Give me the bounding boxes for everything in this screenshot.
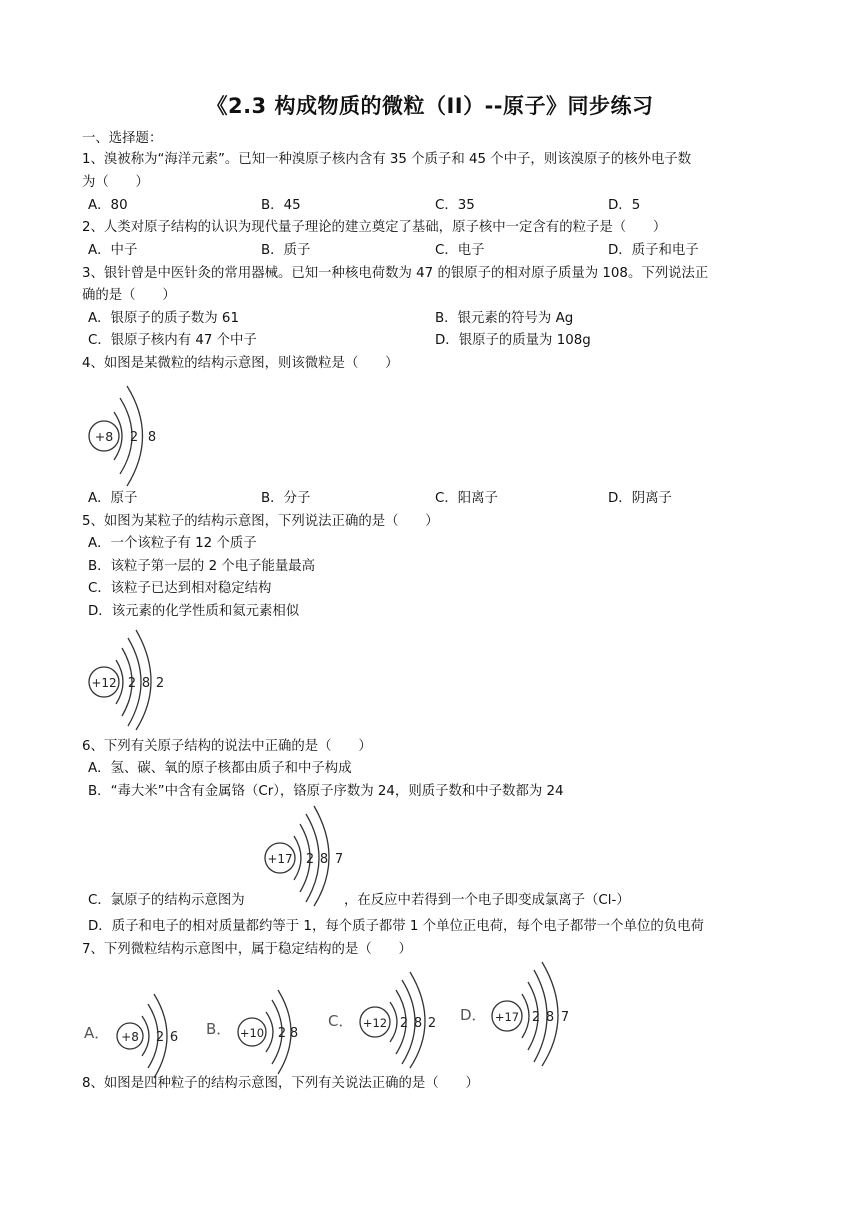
shell-electrons-2: 8 [147,430,157,445]
q7-option-c-diagram [358,972,448,1068]
shell-electrons-1: 2 [155,1030,165,1045]
q2-option-b: B．质子 [261,243,311,258]
section-heading: 一、选择题： [82,131,163,146]
shell-electrons-1: 2 [127,676,137,691]
q3-stem-line2: 确的是（ ） [82,288,176,303]
q1-option-d: D．5 [608,198,641,213]
q3-option-c: C．银原子核内有 47 个中子 [88,333,257,348]
shell-electrons-1: 2 [399,1016,409,1031]
q5-option-a: A．一个该粒子有 12 个质子 [88,536,257,551]
shell-electrons-2: 8 [141,676,151,691]
shell-electrons-1: 2 [531,1010,541,1025]
q1-option-c: C．35 [435,198,475,213]
q7-option-d-diagram [490,962,580,1066]
shell-electrons-1: 2 [305,852,315,867]
q5-stem: 5、如图为某粒子的结构示意图，下列说法正确的是（ ） [82,514,439,529]
shell-arc-1 [266,1012,273,1052]
shell-electrons-2: 6 [169,1030,179,1045]
q2-option-c: C．电子 [435,243,485,258]
q7-option-c-letter: C． [328,1012,354,1030]
nucleus-charge: +12 [91,676,117,690]
q8-stem: 8、如图是四种粒子的结构示意图，下列有关说法正确的是（ ） [82,1076,479,1091]
q7-option-b-letter: B． [206,1020,232,1038]
q6-option-b: B．“毒大米”中含有金属铬（Cr），铬原子序数为 24，则质子数和中子数都为 24 [88,784,564,799]
q5-option-c: C．该粒子已达到相对稳定结构 [88,581,272,596]
shell-electrons-2: 8 [545,1010,555,1025]
nucleus-charge: +8 [94,429,114,444]
shell-arc-1 [114,412,122,460]
nucleus-charge: +17 [494,1010,520,1024]
nucleus-charge: +10 [239,1026,265,1040]
shell-electrons-3: 7 [560,1010,570,1025]
q3-option-d: D．银原子的质量为 108g [435,333,591,348]
shell-arc-1 [522,994,529,1038]
shell-electrons-2: 8 [319,852,329,867]
q4-option-b: B．分子 [261,491,311,506]
q7-option-a-diagram [114,992,194,1080]
q1-stem-line2: 为（ ） [82,175,149,190]
shell-arc-1 [390,1002,397,1042]
q6-chlorine-diagram [262,806,354,906]
nucleus-charge: +8 [121,1030,139,1044]
nucleus-charge: +12 [362,1016,388,1030]
q4-atom-diagram [86,382,166,492]
q1-option-b: B．45 [261,198,301,213]
q5-option-b: B．该粒子第一层的 2 个电子能量最高 [88,559,316,574]
q6-option-c-part2: ，在反应中若得到一个电子即变成氯离子（Cl-） [344,893,630,908]
q5-atom-diagram [86,630,176,730]
q1-option-a: A．80 [88,198,128,213]
q2-option-d: D．质子和电子 [608,243,699,258]
q1-stem-line1: 1、溴被称为“海洋元素”。已知一种溴原子核内含有 35 个质子和 45 个中子，则该溴原子的核外电子数 [82,152,692,167]
shell-electrons-1: 2 [277,1026,287,1041]
q6-option-c-part1: C．氯原子的结构示意图为 [88,893,245,908]
q4-stem: 4、如图是某微粒的结构示意图，则该微粒是（ ） [82,356,399,371]
q6-option-a: A．氢、碳、氧的原子核都由质子和中子构成 [88,761,352,776]
q2-stem: 2、人类对原子结构的认识为现代量子理论的建立奠定了基础，原子核中一定含有的粒子是（ ） [82,220,667,235]
q3-option-a: A．银原子的质子数为 61 [88,311,239,326]
q3-stem-line1: 3、银针曾是中医针灸的常用器械。已知一种核电荷数为 47 的银原子的相对原子质量为 108。下列说法正 [82,266,709,281]
shell-electrons-2: 8 [413,1016,423,1031]
shell-electrons-2: 8 [289,1026,299,1041]
shell-electrons-3: 2 [427,1016,437,1031]
q3-option-b: B．银元素的符号为 Ag [435,311,574,326]
q4-option-c: C．阳离子 [435,491,498,506]
q5-option-d: D．该元素的化学性质和氦元素相似 [88,604,300,619]
nucleus-charge: +17 [267,852,293,866]
q4-option-a: A．原子 [88,491,138,506]
shell-electrons-3: 7 [334,852,344,867]
q7-option-d-letter: D． [460,1006,487,1024]
q6-option-d: D．质子和电子的相对质量都约等于 1，每个质子都带 1 个单位正电荷，每个电子都带一个单位的负电荷 [88,919,704,934]
q7-stem: 7、下列微粒结构示意图中，属于稳定结构的是（ ） [82,942,412,957]
q7-option-b-diagram [236,990,312,1074]
q2-option-a: A．中子 [88,243,138,258]
q4-option-d: D．阴离子 [608,491,672,506]
q7-option-a-letter: A． [84,1024,110,1042]
shell-electrons-3: 2 [155,676,165,691]
shell-electrons-1: 2 [129,430,139,445]
q6-stem: 6、下列有关原子结构的说法中正确的是（ ） [82,739,372,754]
page-title: 《2.3 构成物质的微粒（II）--原子》同步练习 [206,94,654,118]
